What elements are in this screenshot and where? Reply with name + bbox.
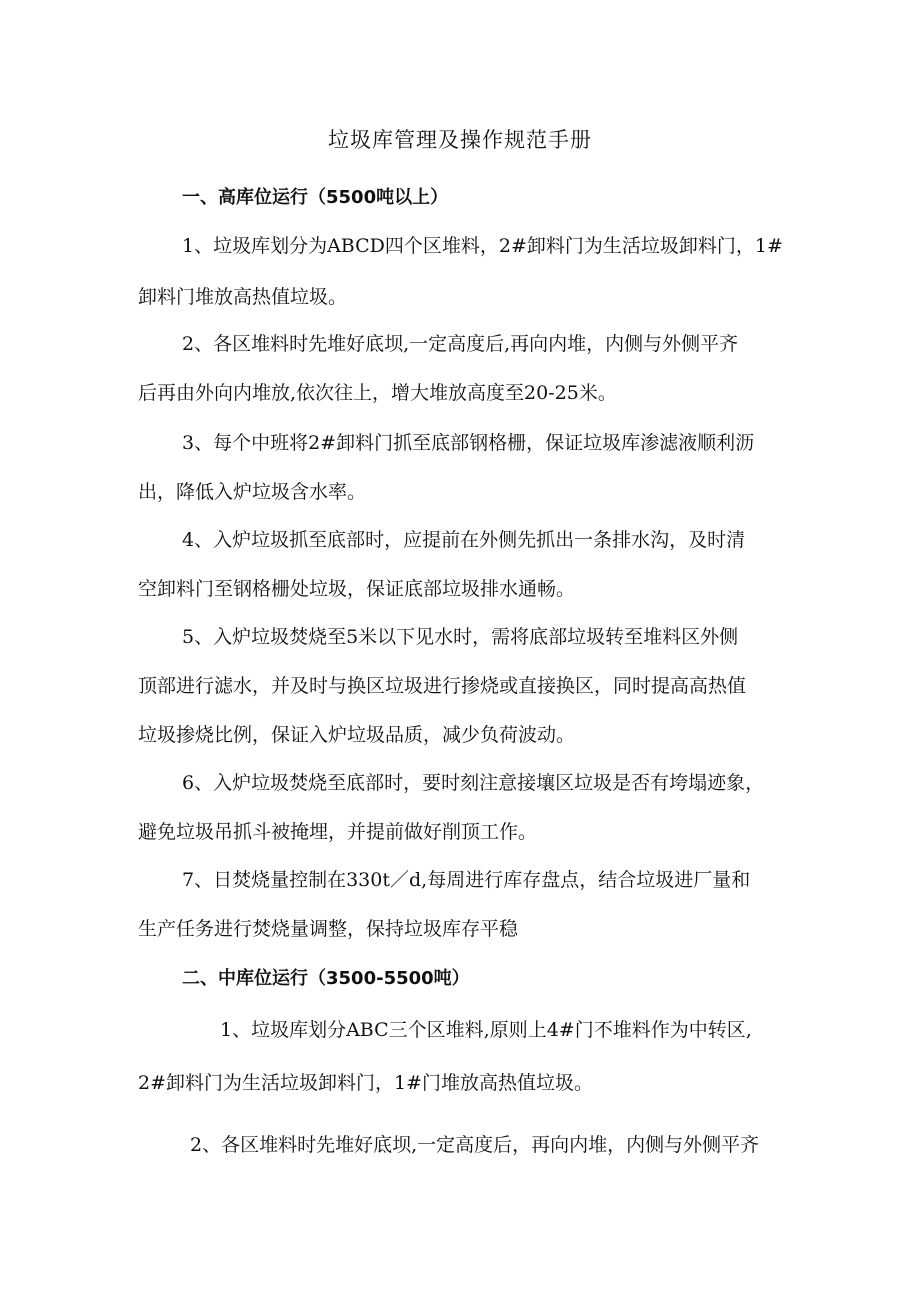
paragraph-line: 卸料门堆放高热值垃圾。 xyxy=(138,286,348,308)
paragraph-line: 空卸料门至钢格栅处垃圾，保证底部垃圾排水通畅。 xyxy=(138,578,576,600)
paragraph-line: 避免垃圾吊抓斗被掩埋，并提前做好削顶工作。 xyxy=(138,821,538,843)
document-title: 垃圾库管理及操作规范手册 xyxy=(328,128,592,152)
paragraph-line: 6、入炉垃圾焚烧至底部时，要时刻注意接壤区垃圾是否有垮塌迹象， xyxy=(182,772,765,794)
paragraph-line: 生产任务进行焚烧量调整，保持垃圾库存平稳 xyxy=(138,918,519,940)
paragraph-line: 后再由外向内堆放,依次往上，增大堆放高度至20-25米。 xyxy=(138,382,617,404)
paragraph-line: 3、每个中班将2#卸料门抓至底部钢格栅，保证垃圾库渗滤液顺利沥 xyxy=(182,432,755,454)
paragraph-line: 2、各区堆料时先堆好底坝,一定高度后，再向内堆，内侧与外侧平齐 xyxy=(190,1134,760,1156)
paragraph-line: 7、日焚烧量控制在330t／d,每周进行库存盘点，结合垃圾进厂量和 xyxy=(182,869,751,891)
paragraph-line: 5、入炉垃圾焚烧至5米以下见水时，需将底部垃圾转至堆料区外侧 xyxy=(182,626,739,648)
paragraph-line: 顶部进行滤水，并及时与换区垃圾进行掺烧或直接换区，同时提高高热值 xyxy=(138,675,747,697)
paragraph-line: 垃圾掺烧比例，保证入炉垃圾品质，减少负荷波动。 xyxy=(138,724,576,746)
paragraph-line: 2#卸料门为生活垃圾卸料门，1#门堆放高热值垃圾。 xyxy=(138,1072,594,1094)
section-heading-high-level: 一、高库位运行（5500吨以上） xyxy=(182,187,449,208)
paragraph-line: 2、各区堆料时先堆好底坝,一定高度后,再向内堆，内侧与外侧平齐 xyxy=(182,333,739,355)
paragraph-line: 1、垃圾库划分ABC三个区堆料,原则上4#门不堆料作为中转区, xyxy=(220,1019,752,1041)
paragraph-line: 出，降低入炉垃圾含水率。 xyxy=(138,481,367,503)
paragraph-line: 4、入炉垃圾抓至底部时，应提前在外侧先抓出一条排水沟，及时清 xyxy=(182,529,746,551)
section-heading-mid-level: 二、中库位运行（3500-5500吨） xyxy=(182,968,470,989)
paragraph-line: 1、垃圾库划分为ABCD四个区堆料，2#卸料门为生活垃圾卸料门，1# xyxy=(182,235,783,257)
